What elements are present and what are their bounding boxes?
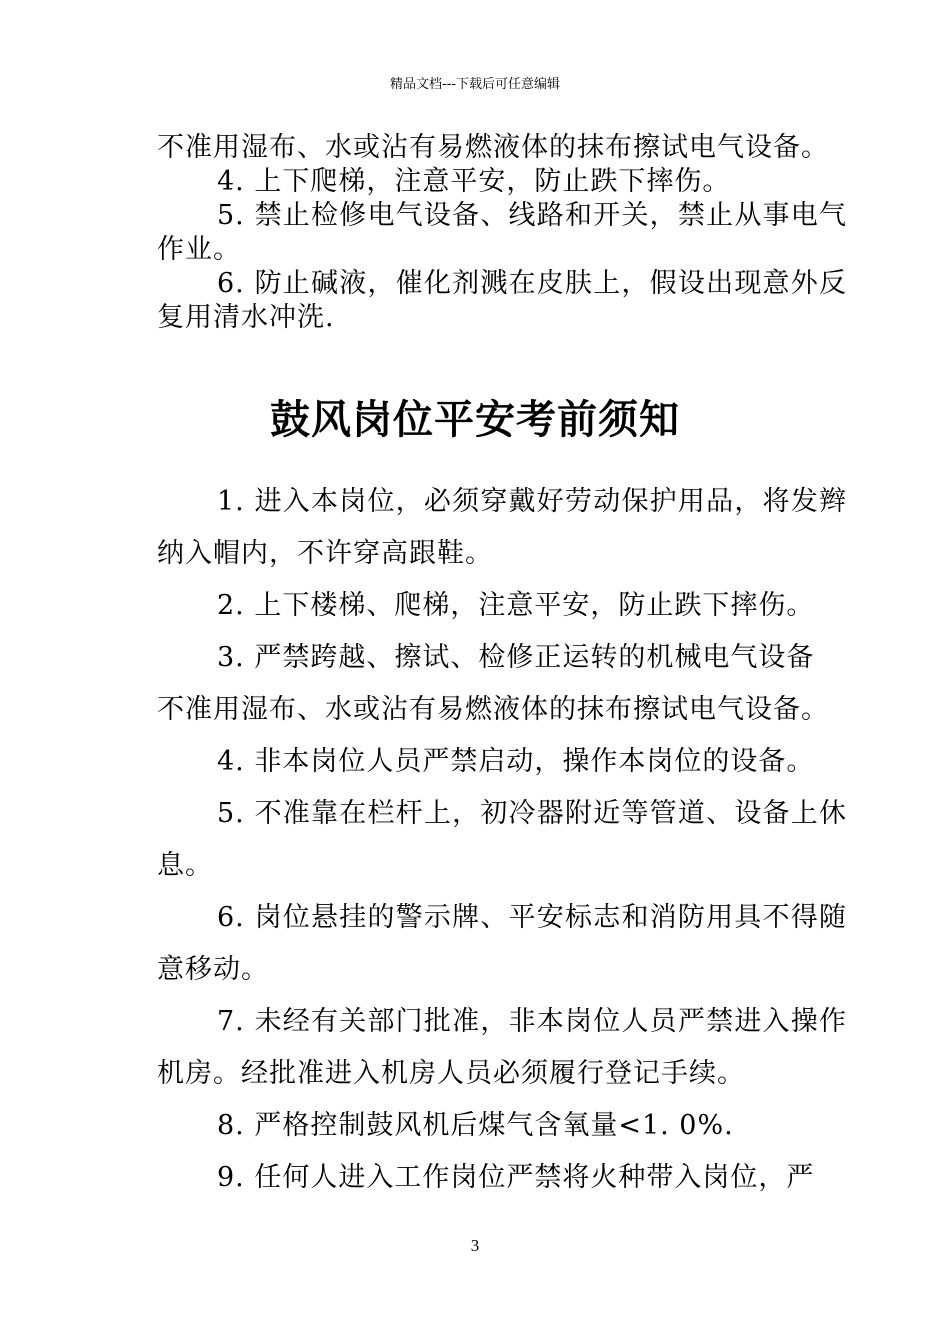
- rule-item-3-continuation: 不准用湿布、水或沾有易燃液体的抹布擦试电气设备。: [157, 694, 829, 725]
- rule-item-2: 2. 上下楼梯、爬梯，注意平安，防止跌下摔伤。: [217, 590, 815, 621]
- paragraph-item-4: 4. 上下爬梯，注意平安，防止跌下摔伤。: [217, 166, 731, 197]
- rule-item-3: 3. 严禁跨越、擦试、检修正运转的机械电气设备: [217, 642, 815, 673]
- rule-item-9: 9. 任何人进入工作岗位严禁将火种带入岗位，严: [217, 1162, 815, 1193]
- paragraph-item-6: 6. 防止碱液，催化剂溅在皮肤上，假设出现意外反复用清水冲洗.: [157, 268, 847, 333]
- continued-text-block: [157, 131, 847, 335]
- section-title: 鼓风岗位平安考前须知: [270, 397, 680, 443]
- rule-item-8: 8. 严格控制鼓风机后煤气含氧量<1. 0%.: [217, 1110, 734, 1141]
- rule-item-6: 6. 岗位悬挂的警示牌、平安标志和消防用具不得随意移动。: [157, 902, 847, 985]
- page-header: 精品文档---下载后可任意编辑: [389, 77, 561, 92]
- rule-item-7: 7. 未经有关部门批准，非本岗位人员严禁进入操作机房。经批准进入机房人员必须履行登记手续。: [157, 1006, 847, 1089]
- rule-item-1: 1. 进入本岗位，必须穿戴好劳动保护用品，将发辫纳入帽内，不许穿高跟鞋。: [157, 486, 847, 569]
- rule-item-5: 5. 不准靠在栏杆上，初冷器附近等管道、设备上休息。: [157, 798, 847, 881]
- paragraph-continuation: 不准用湿布、水或沾有易燃液体的抹布擦试电气设备。: [157, 132, 829, 163]
- page-number: 3: [470, 1236, 480, 1255]
- safety-rules-list: [157, 476, 847, 1204]
- rule-item-4: 4. 非本岗位人员严禁启动，操作本岗位的设备。: [217, 746, 815, 777]
- paragraph-item-5: 5. 禁止检修电气设备、线路和开关，禁止从事电气作业。: [157, 200, 847, 265]
